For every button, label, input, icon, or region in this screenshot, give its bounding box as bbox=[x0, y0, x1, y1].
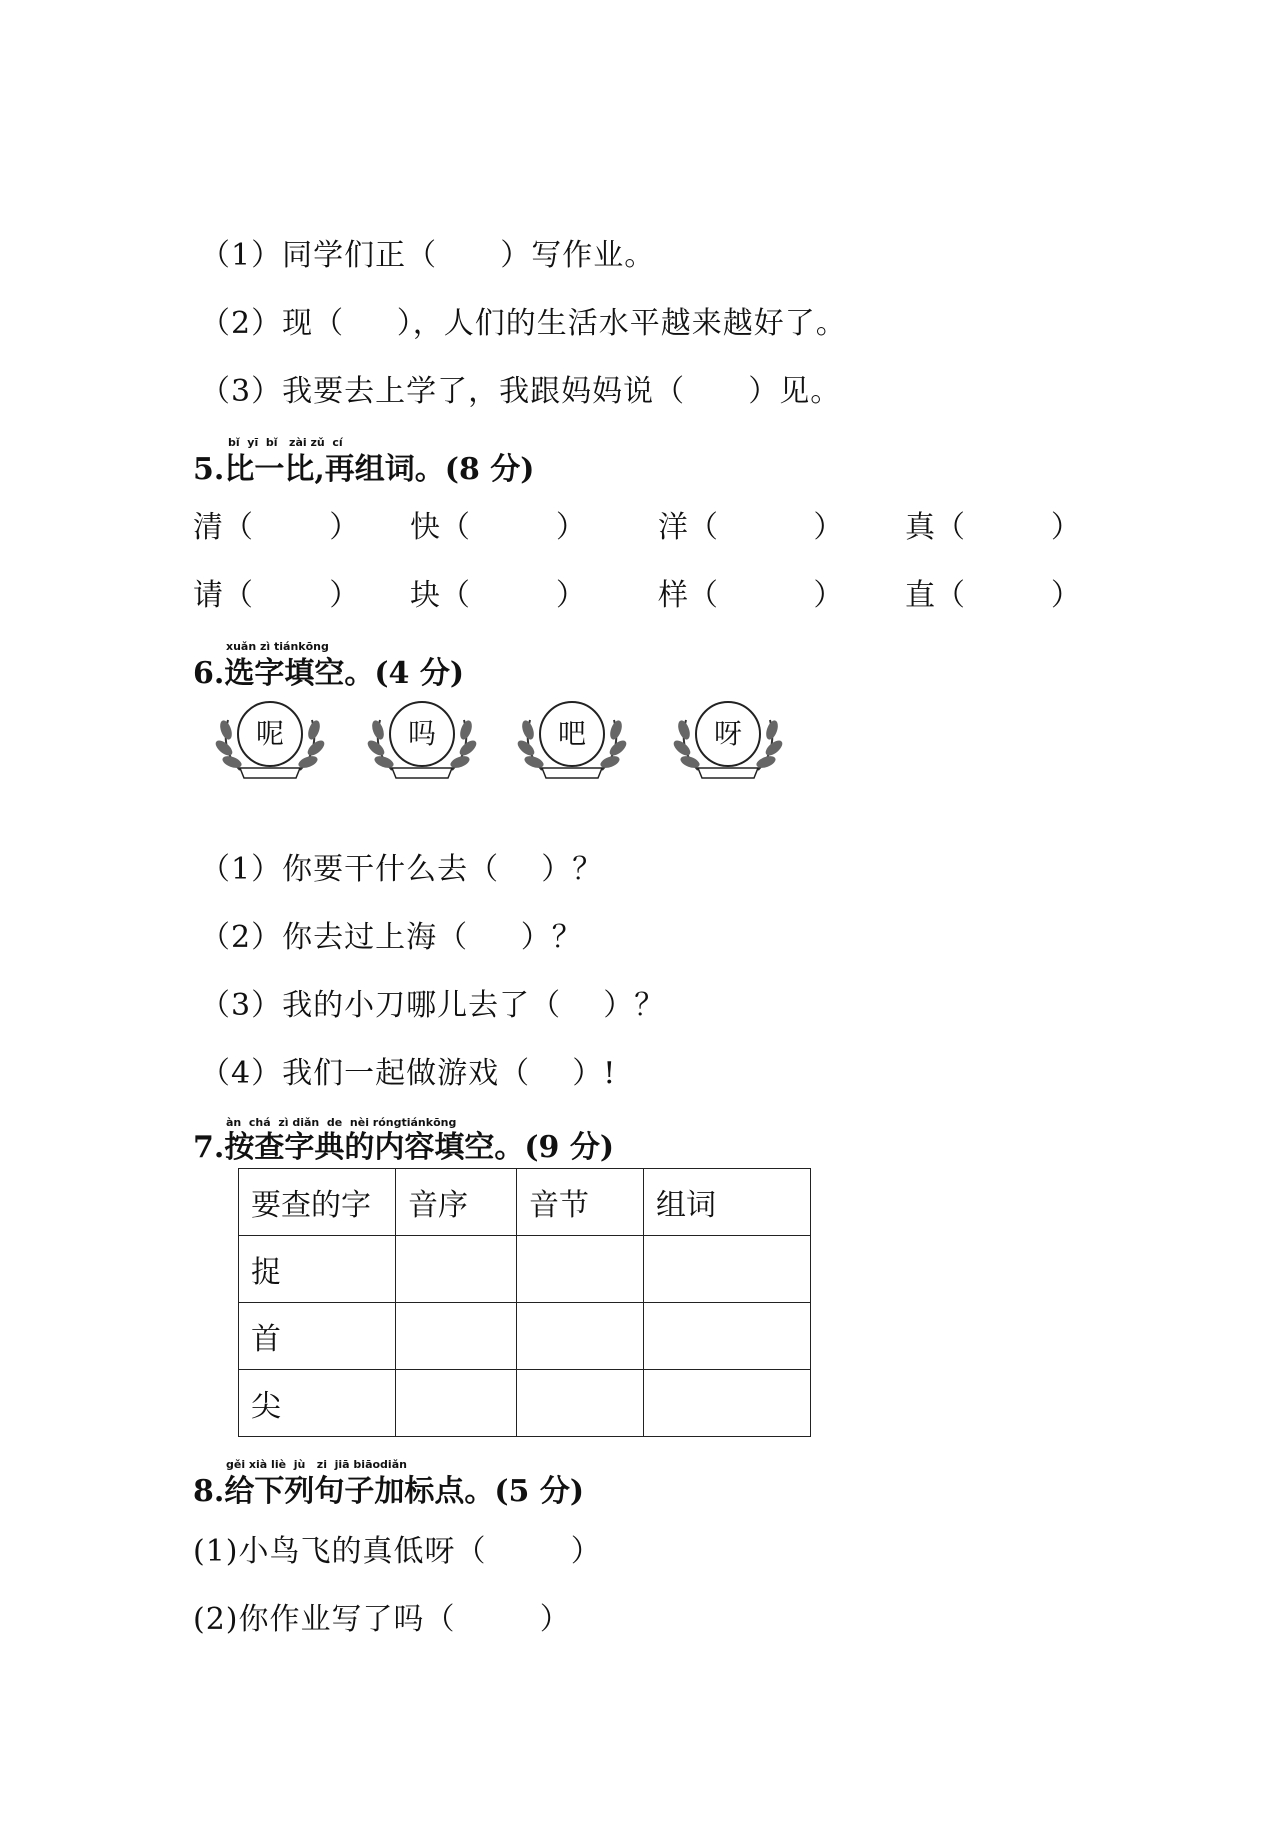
q6-title: 6.选字填空。(4 分) bbox=[193, 656, 465, 691]
table-row bbox=[239, 1370, 811, 1437]
q8-title: 8.给下列句子加标点。(5 分) bbox=[193, 1474, 585, 1509]
q5-word-5: 请（ ） bbox=[193, 578, 360, 613]
q7-pinyin: àn chá zì diǎn de nèi róngtiánkōng bbox=[226, 1116, 457, 1129]
q5-word-7: 样（ ） bbox=[658, 578, 844, 613]
q6-line-3: （3）我的小刀哪儿去了（ ）？ bbox=[200, 988, 666, 1023]
choice-char-2: 吗 bbox=[407, 717, 436, 750]
answer-cell[interactable] bbox=[644, 1370, 811, 1437]
wreath-badge-1 bbox=[210, 690, 330, 790]
choice-char-1: 呢 bbox=[255, 717, 284, 750]
answer-cell[interactable] bbox=[644, 1236, 811, 1303]
answer-cell[interactable] bbox=[517, 1303, 644, 1370]
wreath-badge-2 bbox=[362, 690, 482, 790]
q8-pinyin: gěi xià liè jù zi jiā biāodiǎn bbox=[226, 1458, 407, 1471]
q6-line-1: （1）你要干什么去（ ）？ bbox=[200, 852, 604, 887]
answer-cell[interactable] bbox=[517, 1370, 644, 1437]
answer-cell[interactable] bbox=[517, 1236, 644, 1303]
answer-cell[interactable] bbox=[396, 1236, 517, 1303]
answer-cell[interactable] bbox=[396, 1370, 517, 1437]
q5-word-1: 清（ ） bbox=[193, 510, 360, 545]
q4-line-1: （1）同学们正（ ）写作业。 bbox=[200, 238, 656, 273]
q8-line-1: (1)小鸟飞的真低呀（ ） bbox=[193, 1534, 602, 1569]
dictionary-table bbox=[238, 1168, 811, 1437]
wreath-badge-4 bbox=[668, 690, 788, 790]
q6-line-4: （4）我们一起做游戏（ ）! bbox=[200, 1056, 617, 1091]
q8-line-2: (2)你作业写了吗（ ） bbox=[193, 1602, 571, 1637]
q5-word-8: 直（ ） bbox=[905, 578, 1081, 613]
choice-char-3: 吧 bbox=[557, 717, 586, 750]
header-cell: 组词 bbox=[644, 1169, 811, 1236]
q5-title: 5.比一比,再组词。(8 分) bbox=[193, 452, 535, 487]
char-cell: 尖 bbox=[239, 1370, 396, 1437]
header-cell: 音节 bbox=[517, 1169, 644, 1236]
q6-pinyin: xuǎn zì tiánkōng bbox=[226, 640, 329, 653]
q5-word-2: 快（ ） bbox=[410, 510, 586, 545]
header-cell: 要查的字 bbox=[239, 1169, 396, 1236]
q5-pinyin: bǐ yī bǐ zài zǔ cí bbox=[228, 436, 343, 449]
table-row bbox=[239, 1303, 811, 1370]
answer-cell[interactable] bbox=[396, 1303, 517, 1370]
answer-cell[interactable] bbox=[644, 1303, 811, 1370]
q5-word-4: 真（ ） bbox=[905, 510, 1081, 545]
q5-word-6: 块（ ） bbox=[410, 578, 586, 613]
char-cell: 首 bbox=[239, 1303, 396, 1370]
header-cell: 音序 bbox=[396, 1169, 517, 1236]
choice-char-4: 呀 bbox=[713, 717, 742, 750]
wreath-badge-3 bbox=[512, 690, 632, 790]
q5-word-3: 洋（ ） bbox=[658, 510, 844, 545]
q7-title: 7.按查字典的内容填空。(9 分) bbox=[193, 1130, 615, 1165]
q4-line-3: （3）我要去上学了，我跟妈妈说（ ）见。 bbox=[200, 374, 842, 409]
table-header-row bbox=[239, 1169, 811, 1236]
table-row bbox=[239, 1236, 811, 1303]
q4-line-2: （2）现（ ），人们的生活水平越来越好了。 bbox=[200, 306, 847, 341]
q6-line-2: （2）你去过上海（ ）？ bbox=[200, 920, 583, 955]
char-cell: 捉 bbox=[239, 1236, 396, 1303]
